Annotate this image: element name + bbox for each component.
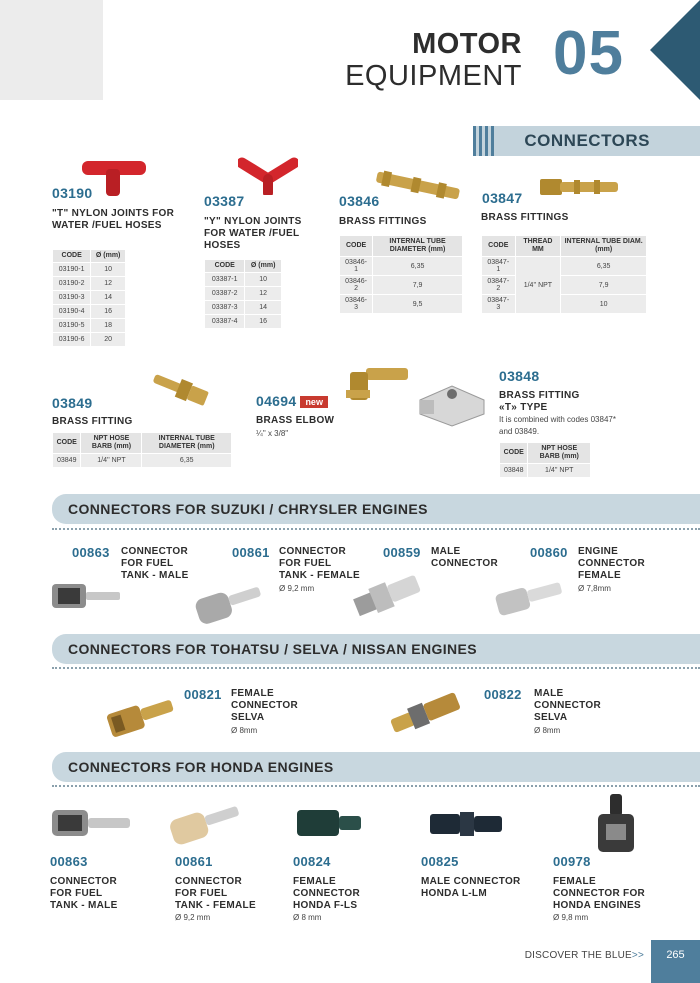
spec-table-03190: CODE Ø (mm) 03190-1 10 03190-2 12 03190-3 14 03190-4 16 03190-5 18 03190-6 20 — [52, 249, 126, 347]
fuel-tank-male-connector-image — [50, 580, 122, 612]
product-desc-03848-line1: It is combined with codes 03847* — [499, 415, 616, 424]
item-name-line1: CONNECTOR — [121, 546, 188, 557]
table-row: 03846-1 6,35 — [340, 257, 462, 275]
brass-elbow-image — [344, 362, 410, 402]
section-bar-tohatsu — [52, 634, 700, 664]
honda-male-tank-connector-image — [50, 806, 132, 840]
item-name-line2: FOR FUEL — [121, 558, 174, 569]
item-code: 00861 — [175, 854, 213, 869]
table-row: 03847-3 10 — [482, 295, 646, 313]
item-code: 00824 — [293, 854, 331, 869]
connectors-heading-bar — [473, 126, 700, 156]
product-code-03846: 03846 — [339, 193, 380, 209]
section-bar-honda — [52, 752, 700, 782]
item-name-line2: CONNECTOR — [578, 558, 645, 569]
honda-engine-female-connector-image — [592, 792, 642, 854]
table-row: 03847-1 1/4'' NPT 6,35 — [482, 257, 646, 275]
item-name-line2: CONNECTOR — [231, 700, 298, 711]
item-name-line2: CONNECTOR — [534, 700, 601, 711]
item-code: 00863 — [50, 854, 88, 869]
table-row: 03387-2 12 — [205, 287, 281, 300]
table-row: 03190-3 14 — [53, 291, 125, 304]
table-row: 03190-1 10 — [53, 263, 125, 276]
section-title-tohatsu: CONNECTORS FOR TOHATSU / SELVA / NISSAN ENGINES — [68, 641, 478, 657]
section-title-honda: CONNECTORS FOR HONDA ENGINES — [68, 759, 334, 775]
item-name-line1: CONNECTOR — [279, 546, 346, 557]
item-size: Ø 9,8 mm — [553, 913, 589, 922]
table-row: 03387-3 14 — [205, 301, 281, 314]
y-nylon-joint-image — [238, 155, 298, 195]
item-name-line3: TANK - FEMALE — [279, 570, 360, 581]
product-desc-03848-line2: and 03849. — [499, 427, 540, 436]
male-connector-image — [352, 572, 424, 618]
product-code-03848: 03848 — [499, 368, 540, 384]
product-size-04694: ¼'' x 3/8'' — [256, 429, 289, 438]
item-name-line1: MALE — [534, 688, 564, 699]
brass-fitting-03849-image — [148, 368, 212, 410]
item-name-line3: SELVA — [534, 712, 568, 723]
product-name-03387-line2: FOR WATER /FUEL — [204, 228, 300, 239]
product-name-03849: BRASS FITTING — [52, 416, 133, 427]
footer-arrows: >> — [631, 950, 644, 961]
product-code-04694-row — [256, 393, 328, 411]
item-code: 00825 — [421, 854, 459, 869]
table-row: 03190-5 18 — [53, 319, 125, 332]
spec-table-03387: CODE Ø (mm) 03387-1 10 03387-2 12 03387-3 14 03387-4 16 — [204, 259, 282, 329]
product-code-03387: 03387 — [204, 193, 245, 209]
item-name-line2: FOR FUEL — [50, 888, 103, 899]
item-name-line2: CONNECTOR FOR — [553, 888, 646, 899]
item-name-line1: CONNECTOR — [175, 876, 242, 887]
honda-l-lm-connector-image — [428, 808, 504, 838]
heading-stripes — [473, 126, 494, 156]
spec-table-03849: CODE NPT HOSE BARB (mm) INTERNAL TUBE DIAMETER (mm) 03849 1/4'' NPT 6,35 — [52, 432, 232, 468]
spec-table-03846: CODE INTERNAL TUBE DIAMETER (mm) 03846-1 6,35 03846-2 7,9 03846-3 9,5 — [339, 235, 463, 314]
item-name-line2: FOR FUEL — [279, 558, 332, 569]
honda-f-ls-connector-image — [295, 804, 363, 840]
chapter-arrow-icon — [650, 0, 700, 100]
item-size: Ø 7,8mm — [578, 584, 611, 593]
honda-female-tank-connector-image — [168, 798, 244, 846]
brass-t-fitting-image — [412, 378, 490, 428]
item-name-line1: FEMALE — [553, 876, 596, 887]
item-name-line1: MALE CONNECTOR — [421, 876, 521, 887]
product-name-03190-line1: "T" NYLON JOINTS FOR — [52, 208, 175, 219]
item-name-line3: FEMALE — [578, 570, 621, 581]
table-row: 03846-3 9,5 — [340, 295, 462, 313]
item-name-line1: FEMALE — [231, 688, 274, 699]
footer-slogan-text: DISCOVER THE BLUE — [524, 950, 632, 961]
product-name-03848-line2: «T» TYPE — [499, 402, 548, 413]
item-size: Ø 9,2 mm — [279, 584, 315, 593]
product-name-03190-line2: WATER /FUEL HOSES — [52, 220, 162, 231]
product-name-03847: BRASS FITTINGS — [481, 212, 569, 223]
table-row: 03190-4 16 — [53, 305, 125, 318]
item-code: 00861 — [232, 545, 270, 560]
item-name-line3: HONDA F-LS — [293, 900, 358, 911]
spec-table-03847: CODE THREAD MM INTERNAL TUBE DIAM. (mm) 03847-1 1/4'' NPT 6,35 03847-2 7,9 03847-3 10 — [481, 235, 647, 314]
section-divider — [52, 667, 700, 669]
item-name-line1: ENGINE — [578, 546, 619, 557]
product-code-03849: 03849 — [52, 395, 93, 411]
product-code-03847: 03847 — [482, 190, 523, 206]
item-name-line2: CONNECTOR — [431, 558, 498, 569]
table-row: 03387-4 16 — [205, 315, 281, 328]
section-title-suzuki: CONNECTORS FOR SUZUKI / CHRYSLER ENGINES — [68, 501, 428, 517]
table-row: 03846-2 7,9 — [340, 276, 462, 294]
item-code: 00822 — [484, 687, 522, 702]
chapter-title-line2: EQUIPMENT — [345, 60, 522, 92]
chapter-number: 05 — [553, 19, 624, 88]
product-name-03387-line3: HOSES — [204, 240, 241, 251]
item-code: 00860 — [530, 545, 568, 560]
fuel-tank-female-connector-image — [194, 580, 266, 626]
item-name-line1: MALE — [431, 546, 461, 557]
item-name-line1: FEMALE — [293, 876, 336, 887]
brass-fitting-03846-image — [372, 168, 464, 202]
table-row: 03847-2 7,9 — [482, 276, 646, 294]
product-name-03387-line1: "Y" NYLON JOINTS — [204, 216, 302, 227]
item-code: 00821 — [184, 687, 222, 702]
selva-female-connector-image — [106, 694, 178, 738]
chapter-title-line1: MOTOR — [412, 28, 522, 60]
item-size: Ø 8 mm — [293, 913, 322, 922]
section-divider — [52, 528, 700, 530]
product-code-03190: 03190 — [52, 185, 93, 201]
item-size: Ø 8mm — [231, 726, 258, 735]
table-row: 03848 1/4'' NPT — [500, 464, 590, 477]
item-code: 00859 — [383, 545, 421, 560]
product-name-03846: BRASS FITTINGS — [339, 216, 427, 227]
item-name-line2: CONNECTOR — [293, 888, 360, 899]
item-name-line1: CONNECTOR — [50, 876, 117, 887]
item-name-line3: SELVA — [231, 712, 265, 723]
item-name-line3: TANK - MALE — [50, 900, 118, 911]
page-number: 265 — [651, 940, 700, 983]
section-divider — [52, 785, 700, 787]
engine-female-connector-image — [494, 576, 566, 616]
section-bar-suzuki — [52, 494, 700, 524]
table-row: 03387-1 10 — [205, 273, 281, 286]
footer-slogan — [525, 950, 644, 961]
item-name-line3: HONDA ENGINES — [553, 900, 641, 911]
item-name-line2: HONDA L-LM — [421, 888, 487, 899]
product-name-04694: BRASS ELBOW — [256, 415, 335, 426]
table-row: 03849 1/4'' NPT 6,35 — [53, 454, 231, 467]
table-row: 03190-6 20 — [53, 333, 125, 346]
header-grey-block — [0, 0, 103, 100]
spec-table-03848: CODE NPT HOSE BARB (mm) 03848 1/4'' NPT — [499, 442, 591, 478]
item-size: Ø 8mm — [534, 726, 561, 735]
connectors-heading: CONNECTORS — [524, 131, 650, 150]
item-name-line3: TANK - FEMALE — [175, 900, 256, 911]
new-badge: new — [300, 396, 328, 408]
item-name-line2: FOR FUEL — [175, 888, 228, 899]
selva-male-connector-image — [388, 690, 464, 736]
item-code: 00978 — [553, 854, 591, 869]
brass-fitting-03847-image — [538, 174, 620, 200]
item-name-line3: TANK - MALE — [121, 570, 189, 581]
product-name-03848-line1: BRASS FITTING — [499, 390, 580, 401]
product-code-04694: 04694 — [256, 393, 297, 409]
table-row: 03190-2 12 — [53, 277, 125, 290]
item-size: Ø 9,2 mm — [175, 913, 211, 922]
item-code: 00863 — [72, 545, 110, 560]
